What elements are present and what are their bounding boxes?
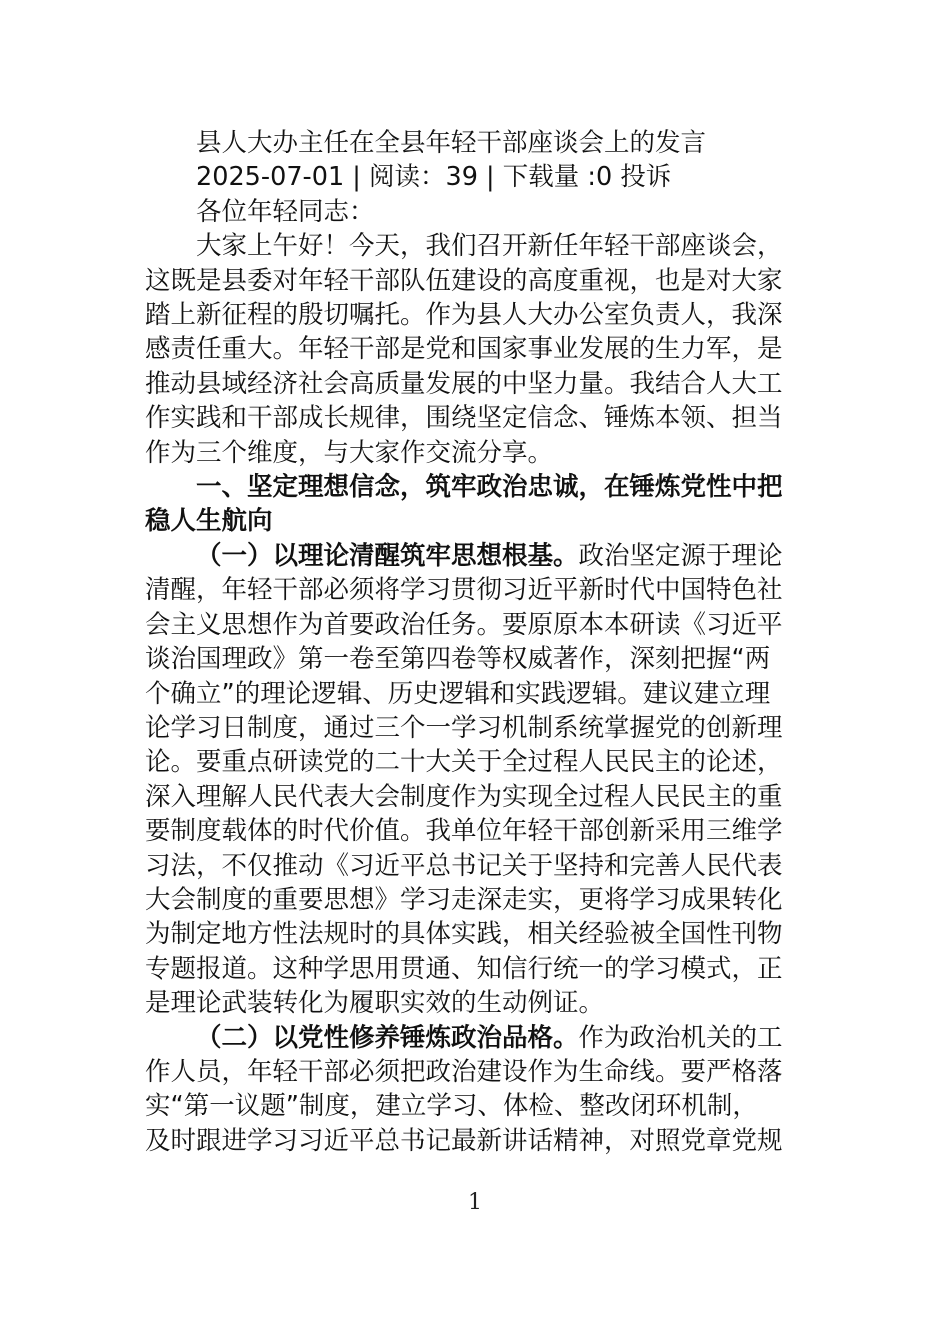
body-line: 是理论武装转化为履职实效的生动例证。	[145, 988, 605, 1019]
subsection-first-text: 政治坚定源于理论	[578, 540, 783, 571]
body-line: 论学习日制度，通过三个一学习机制系统掌握党的创新理	[145, 712, 783, 743]
subsection-first-line	[145, 1021, 809, 1055]
body-line: 深入理解人民代表大会制度作为实现全过程人民民主的重	[145, 781, 783, 812]
body-line: 为制定地方性法规时的具体实践，相关经验被全国性刊物	[145, 919, 783, 950]
intro-line: 作实践和干部成长规律，围绕坚定信念、锤炼本领、担当	[145, 403, 783, 434]
body-line: 会主义思想作为首要政治任务。要原原本本研读《习近平	[145, 609, 783, 640]
salutation: 各位年轻同志：	[196, 196, 375, 227]
body-line: 实“第一议题”制度，建立学习、体检、整改闭环机制，	[145, 1091, 758, 1122]
document-page	[145, 126, 809, 1158]
document-title: 县人大办主任在全县年轻干部座谈会上的发言	[196, 128, 707, 158]
subsection-title: （二）以党性修养锤炼政治品格。	[196, 1022, 579, 1053]
body-line: 个确立”的理论逻辑、历史逻辑和实践逻辑。建议建立理	[145, 678, 771, 709]
intro-line: 感责任重大。年轻干部是党和国家事业发展的生力军，是	[145, 334, 783, 365]
body-line: 及时跟进学习习近平总书记最新讲话精神，对照党章党规	[145, 1125, 783, 1156]
body-line: 习法，不仅推动《习近平总书记关于坚持和完善人民代表	[145, 850, 783, 881]
document-meta: 2025-07-01 | 阅读：39 | 下载量 :0 投诉	[196, 162, 672, 193]
intro-line: 大家上午好！今天，我们召开新任年轻干部座谈会，	[196, 231, 783, 262]
subsection-title: （一）以理论清醒筑牢思想根基。	[196, 540, 579, 571]
intro-line: 踏上新征程的殷切嘱托。作为县人大办公室负责人，我深	[145, 300, 783, 331]
body-line: 清醒，年轻干部必须将学习贯彻习近平新时代中国特色社	[145, 575, 783, 606]
intro-line: 推动县域经济社会高质量发展的中坚力量。我结合人大工	[145, 368, 783, 399]
section-heading-line: 稳人生航向	[145, 506, 273, 537]
page-number: 1	[468, 1190, 482, 1215]
intro-line: 这既是县委对年轻干部队伍建设的高度重视，也是对大家	[145, 265, 783, 296]
section-1-heading	[145, 470, 809, 539]
section-heading-line: 一、坚定理想信念，筑牢政治忠诚，在锤炼党性中把	[196, 472, 783, 503]
subsection-1	[145, 539, 809, 1021]
subsection-first-text: 作为政治机关的工	[578, 1022, 783, 1053]
subsection-first-line	[145, 539, 809, 573]
body-line: 谈治国理政》第一卷至第四卷等权威著作，深刻把握“两	[145, 644, 771, 675]
intro-line: 作为三个维度，与大家作交流分享。	[145, 437, 554, 468]
subsection-2	[145, 1021, 809, 1159]
body-line: 大会制度的重要思想》学习走深走实，更将学习成果转化	[145, 884, 783, 915]
body-line: 专题报道。这种学思用贯通、知信行统一的学习模式，正	[145, 953, 783, 984]
body-line: 要制度载体的时代价值。我单位年轻干部创新采用三维学	[145, 816, 783, 847]
intro-paragraph	[145, 229, 809, 470]
body-line: 论。要重点研读党的二十大关于全过程人民民主的论述，	[145, 747, 783, 778]
body-line: 作人员，年轻干部必须把政治建设作为生命线。要严格落	[145, 1056, 783, 1087]
